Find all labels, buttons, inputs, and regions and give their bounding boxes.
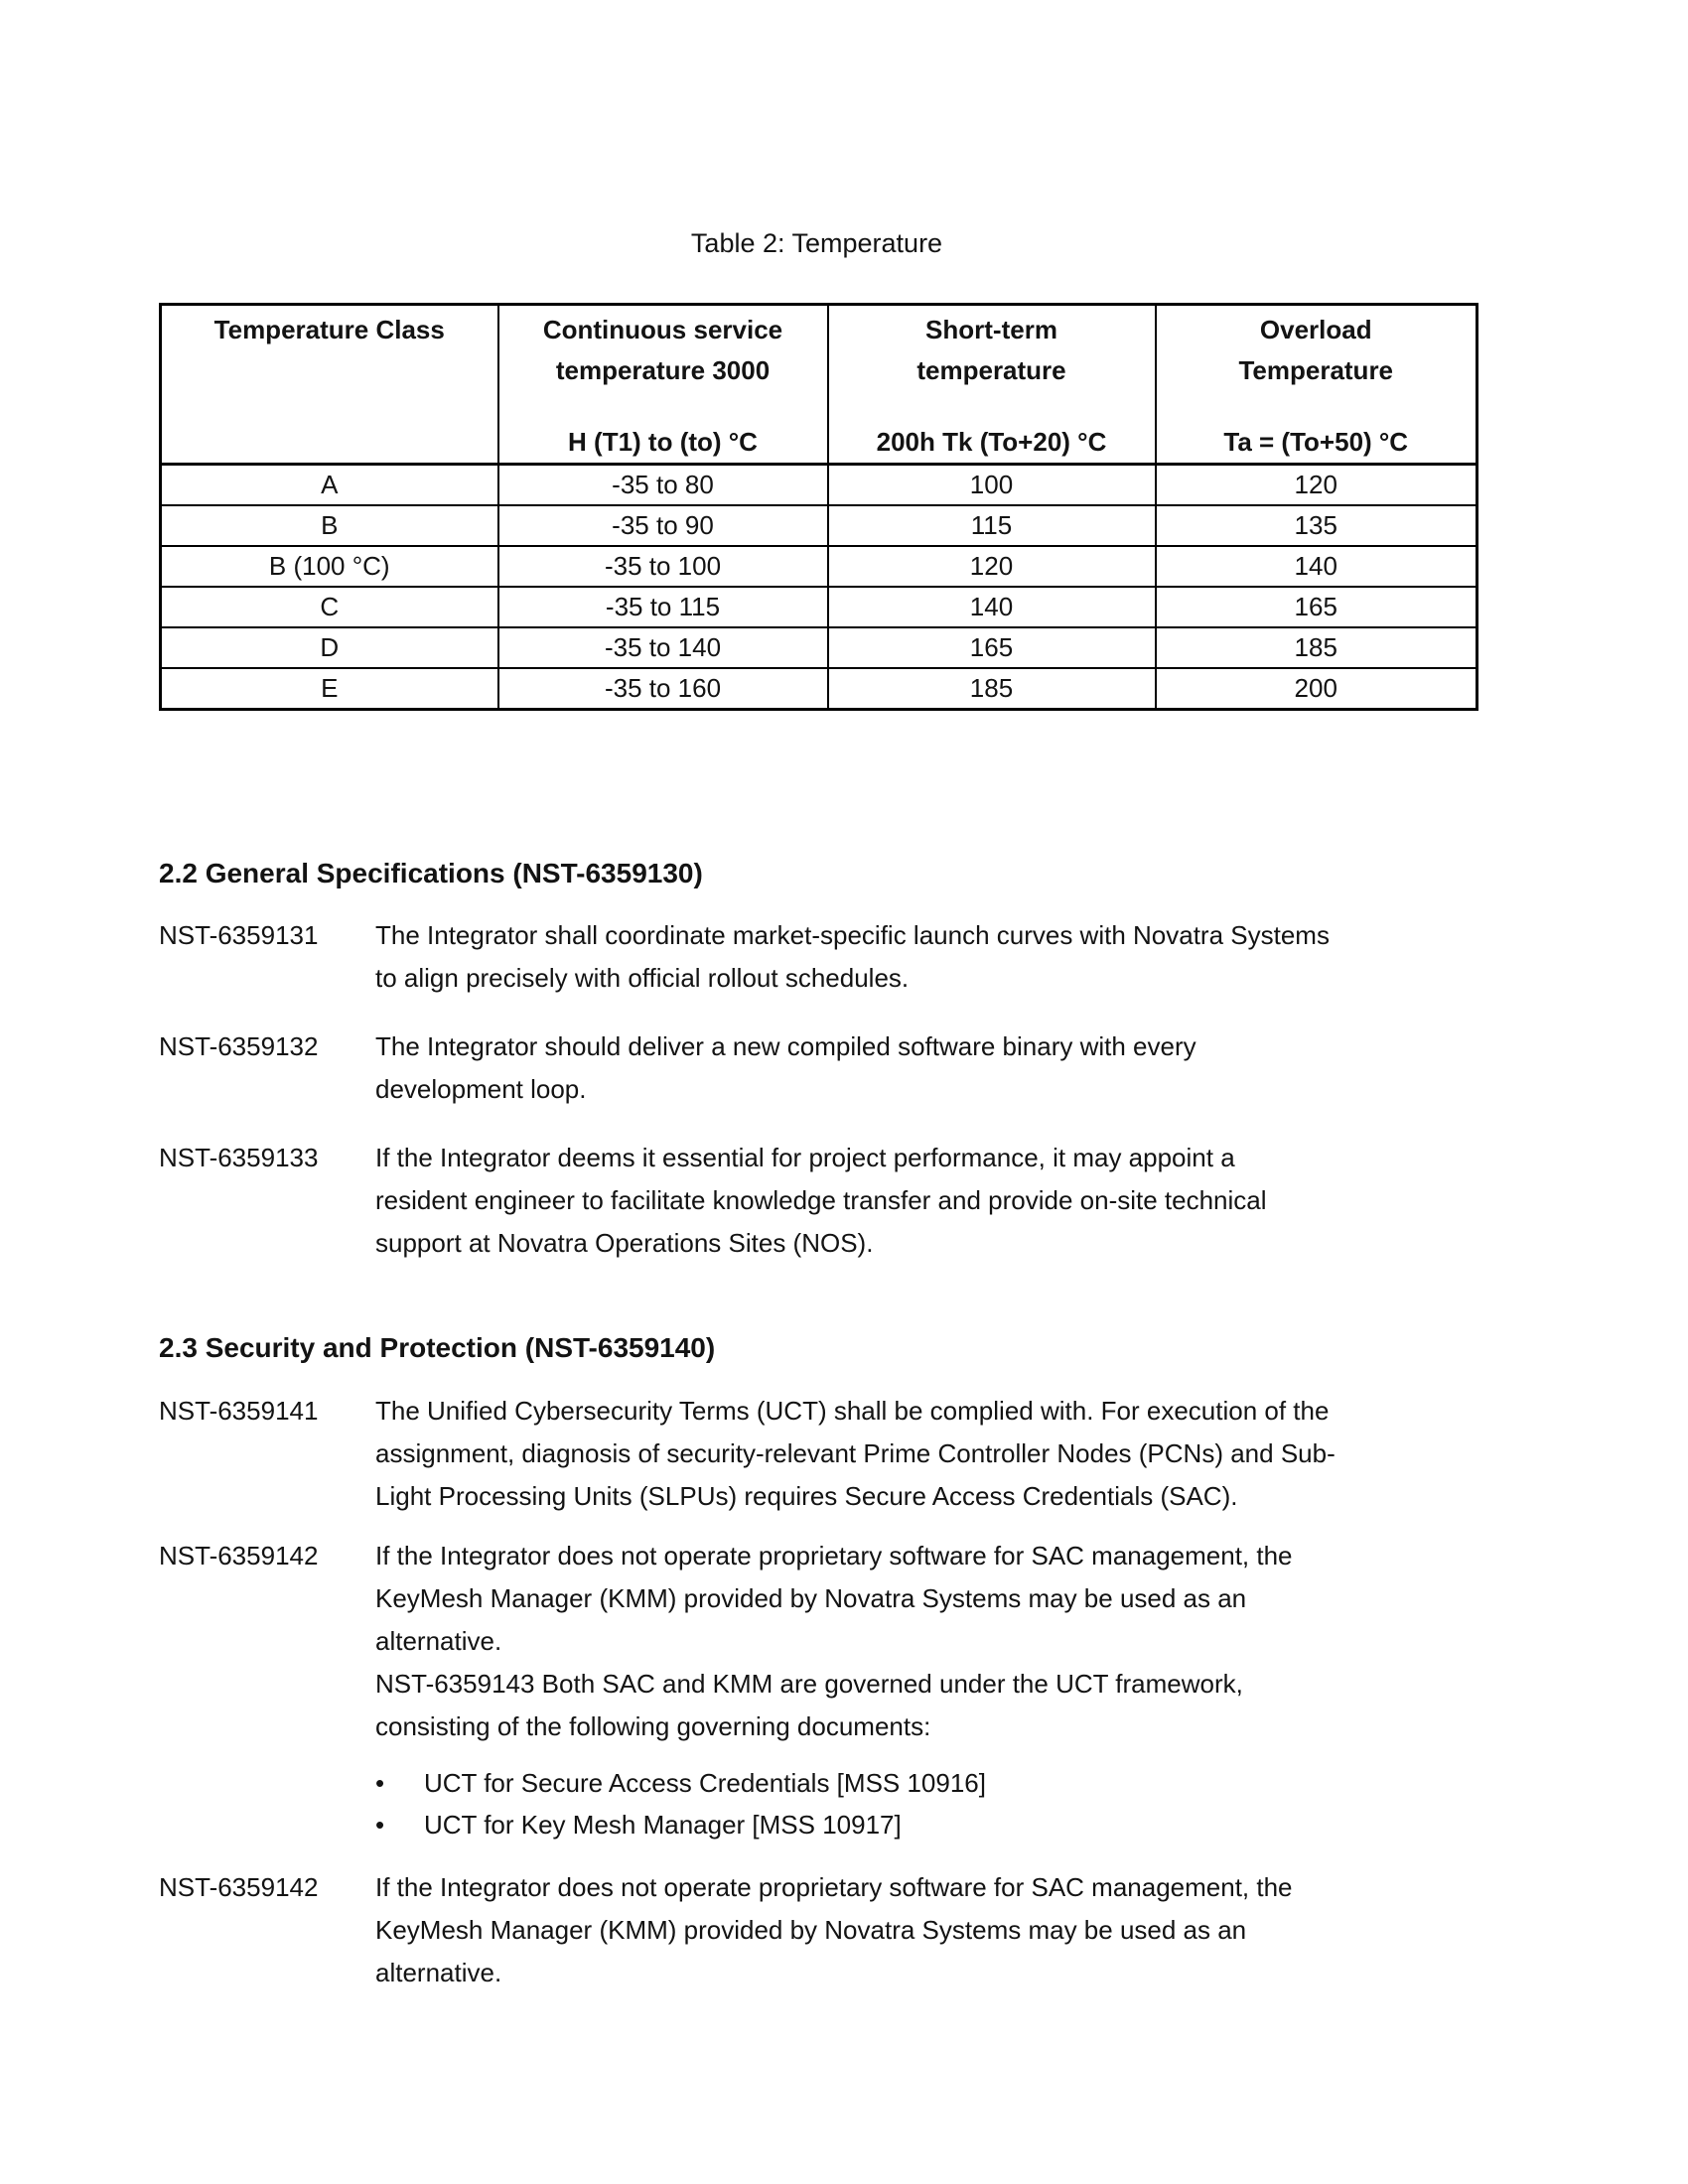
cell-class: B — [161, 505, 498, 546]
cell-class: E — [161, 668, 498, 710]
header-title-line: temperature — [916, 355, 1066, 385]
cell-class: B (100 °C) — [161, 546, 498, 587]
cell-continuous: -35 to 100 — [498, 546, 828, 587]
text-line: alternative. — [375, 1626, 502, 1656]
text-line: The Integrator shall coordinate market-specific launch curves with Novatra Systems — [375, 920, 1330, 950]
cell-continuous: -35 to 115 — [498, 587, 828, 627]
requirement-paragraph — [159, 1866, 1559, 1994]
cell-continuous: -35 to 140 — [498, 627, 828, 668]
bullet-icon: • — [375, 1768, 385, 1798]
header-cell-overload — [1156, 305, 1477, 465]
requirement-paragraph — [159, 1025, 1559, 1111]
requirement-text — [375, 1390, 1559, 1518]
text-line: If the Integrator does not operate proprietary software for SAC management, the — [375, 1872, 1293, 1902]
section-heading-security-protection: 2.3 Security and Protection (NST-6359140) — [159, 1332, 716, 1363]
header-title-line — [162, 350, 497, 391]
cell-short-term: 185 — [828, 668, 1156, 710]
cell-overload: 200 — [1156, 668, 1477, 710]
text-line: consisting of the following governing documents: — [375, 1711, 931, 1741]
header-title-line: Continuous service — [542, 315, 783, 344]
text-line: resident engineer to facilitate knowledge transfer and provide on-site technical — [375, 1185, 1267, 1215]
header-cell-short-term — [828, 305, 1156, 465]
requirement-id: NST-6359142 — [159, 1541, 319, 1570]
text-line: alternative. — [375, 1958, 502, 1987]
requirement-text — [375, 1025, 1559, 1111]
header-subtitle — [162, 422, 497, 463]
cell-continuous: -35 to 90 — [498, 505, 828, 546]
list-item — [375, 1804, 986, 1845]
cell-short-term: 140 — [828, 587, 1156, 627]
requirement-paragraph — [159, 1390, 1559, 1518]
requirement-id: NST-6359141 — [159, 1396, 319, 1426]
header-title-line: Short-term — [925, 315, 1057, 344]
requirement-text — [375, 1137, 1559, 1265]
header-cell-temperature-class — [161, 305, 498, 465]
text-line: Light Processing Units (SLPUs) requires Secure Access Credentials (SAC). — [375, 1481, 1238, 1511]
requirement-id: NST-6359132 — [159, 1031, 319, 1061]
list-item — [375, 1762, 986, 1804]
text-line: If the Integrator deems it essential for project performance, it may appoint a — [375, 1143, 1235, 1172]
governing-documents-list — [375, 1762, 986, 1845]
header-cell-continuous-service — [498, 305, 828, 465]
requirement-paragraph — [159, 914, 1559, 1000]
text-line: KeyMesh Manager (KMM) provided by Novatra Systems may be used as an — [375, 1915, 1247, 1945]
table-row — [161, 505, 1477, 546]
text-line: If the Integrator does not operate proprietary software for SAC management, the — [375, 1541, 1293, 1570]
header-subtitle: 200h Tk (To+20) °C — [876, 427, 1107, 457]
table-row — [161, 546, 1477, 587]
text-line: KeyMesh Manager (KMM) provided by Novatra Systems may be used as an — [375, 1583, 1247, 1613]
cell-short-term: 120 — [828, 546, 1156, 587]
cell-class: C — [161, 587, 498, 627]
requirement-text — [375, 1866, 1559, 1994]
table-row — [161, 465, 1477, 506]
header-title-line: temperature 3000 — [555, 355, 771, 385]
cell-overload: 135 — [1156, 505, 1477, 546]
cell-overload: 185 — [1156, 627, 1477, 668]
text-line: The Integrator should deliver a new compiled software binary with every — [375, 1031, 1196, 1061]
header-subtitle: Ta = (To+50) °C — [1223, 427, 1409, 457]
table-header-row — [161, 305, 1477, 465]
text-line: development loop. — [375, 1074, 587, 1104]
text-line: NST-6359143 Both SAC and KMM are governed under the UCT framework, — [375, 1669, 1243, 1699]
table-row — [161, 668, 1477, 710]
section-heading-general-specifications: 2.2 General Specifications (NST-6359130) — [159, 858, 703, 888]
cell-class: A — [161, 465, 498, 506]
temperature-table — [159, 303, 1478, 711]
cell-continuous: -35 to 80 — [498, 465, 828, 506]
list-item-text: UCT for Key Mesh Manager [MSS 10917] — [424, 1810, 902, 1840]
cell-class: D — [161, 627, 498, 668]
cell-short-term: 100 — [828, 465, 1156, 506]
text-line: support at Novatra Operations Sites (NOS). — [375, 1228, 874, 1258]
cell-short-term: 165 — [828, 627, 1156, 668]
header-subtitle: H (T1) to (to) °C — [568, 427, 758, 457]
requirement-paragraph — [159, 1535, 1559, 1748]
header-title-line: Temperature Class — [213, 315, 445, 344]
cell-overload: 140 — [1156, 546, 1477, 587]
table-row — [161, 587, 1477, 627]
text-line: to align precisely with official rollout schedules. — [375, 963, 910, 993]
requirement-id: NST-6359133 — [159, 1143, 319, 1172]
requirement-text — [375, 1535, 1559, 1748]
table-caption: Table 2: Temperature — [690, 228, 943, 258]
cell-overload: 120 — [1156, 465, 1477, 506]
requirement-id: NST-6359131 — [159, 920, 319, 950]
header-title-line: Temperature — [1238, 355, 1394, 385]
table-row — [161, 627, 1477, 668]
text-line: The Unified Cybersecurity Terms (UCT) shall be complied with. For execution of the — [375, 1396, 1330, 1426]
text-line: assignment, diagnosis of security-relevant Prime Controller Nodes (PCNs) and Sub- — [375, 1438, 1336, 1468]
cell-continuous: -35 to 160 — [498, 668, 828, 710]
list-item-text: UCT for Secure Access Credentials [MSS 10916] — [424, 1768, 986, 1798]
bullet-icon: • — [375, 1810, 385, 1840]
cell-overload: 165 — [1156, 587, 1477, 627]
requirement-text — [375, 914, 1559, 1000]
cell-short-term: 115 — [828, 505, 1156, 546]
header-title-line: Overload — [1259, 315, 1372, 344]
requirement-paragraph — [159, 1137, 1559, 1265]
requirement-id: NST-6359142 — [159, 1872, 319, 1902]
